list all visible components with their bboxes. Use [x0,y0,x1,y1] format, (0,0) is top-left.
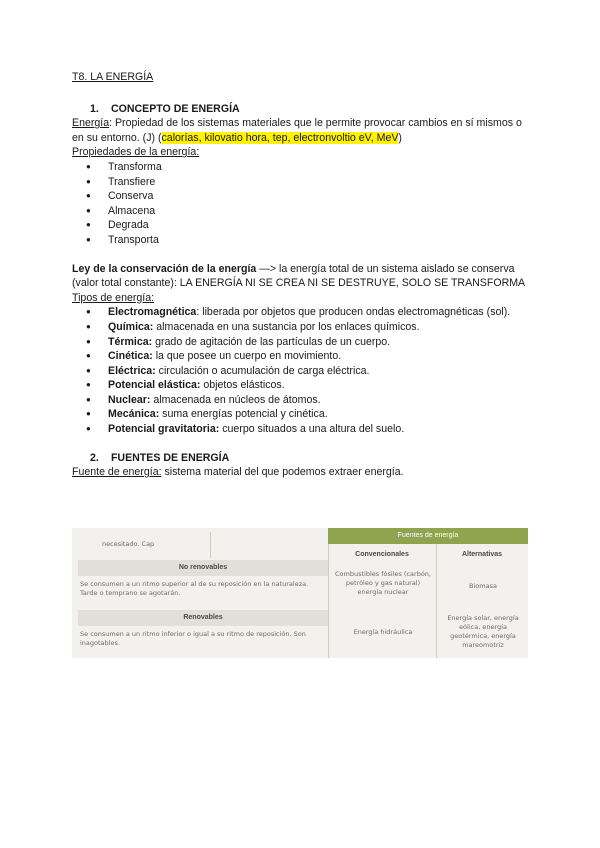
table-top-left-text: necesitado. Cap [102,540,155,548]
list-item: ● Conserva [72,189,530,204]
energy-def-text: : Propiedad de los sistemas materiales que le permite provocar cambios en sí mismos o en su entorno. (J) ( [72,117,522,144]
types-list [72,305,530,436]
source-definition [72,465,530,480]
row-label-renovables: Renovables [78,610,328,626]
type-desc: la que posee un cuerpo en movimiento. [152,350,342,363]
energy-term: Energía [72,117,110,130]
type-desc: almacenada en una sustancia por los enlaces químicos. [153,320,420,333]
type-desc: grado de agitación de las partículas de un cuerpo. [152,335,391,348]
source-def-text: sistema material del que podemos extraer energía. [161,466,404,479]
list-item [72,407,530,422]
energy-sources-table-image [72,528,528,658]
list-item: ● Transforma [72,160,530,175]
row-label-no-renovables: No renovables [78,560,328,576]
row-text-renovables: Se consumen a un ritmo inferior o igual a su ritmo de reposición. Son inagotables. [80,630,306,647]
section-heading-fuentes [90,451,530,466]
cell-alt-no-renovables: Biomasa [469,582,497,590]
energy-units-highlight: calorías, kilovatio hora, tep, electronvoltio eV, MeV [161,131,399,144]
section-title: FUENTES DE ENERGÍA [110,451,230,464]
cell-conv-no-renovables: Combustibles fósiles (carbón, petróleo y gas natural) energía nuclear [335,570,431,596]
type-desc: objetos elásticos. [200,379,285,392]
source-term: Fuente de energía: [72,466,162,479]
type-name: Electromagnética [108,306,197,319]
type-name: Potencial gravitatoria: [108,423,220,436]
document-title: T8. LA ENERGÍA [72,71,154,83]
list-item [72,305,530,320]
cell-conv-renovables: Energía hidráulica [353,628,413,636]
type-name: Cinética: [108,350,153,363]
type-name: Potencial elástica: [108,379,201,392]
section-heading-concepto [90,102,530,117]
conservation-law [72,262,530,291]
list-item [72,335,530,350]
list-item: ● Almacena [72,204,530,219]
type-name: Química: [108,320,154,333]
list-item: ● Transporta [72,233,530,248]
law-text: —> la energía total de un sistema aislado se conserva (valor total constante): LA ENERGÍA NI SE CREA NI SE DESTRUYE, SOLO SE TRANSFORMA [72,262,526,290]
list-item: ● Degrada [72,218,530,233]
energy-def-close: ) [398,131,402,144]
type-desc: circulación o acumulación de carga eléctrica. [155,364,370,377]
section-number: 1. [90,102,99,115]
properties-list [72,160,530,248]
type-desc: suma energías potencial y cinética. [159,408,328,421]
list-item [72,320,530,335]
type-name: Eléctrica: [108,364,156,377]
list-item [72,378,530,393]
type-name: Térmica: [108,335,153,348]
table-header: Fuentes de energía [328,528,528,544]
document-page [72,70,530,480]
type-desc: cuerpo situados a una altura del suelo. [219,423,405,436]
column-convencionales: Convencionales [355,551,409,558]
type-name: Mecánica: [108,408,160,421]
list-item [72,393,530,408]
energy-definition [72,116,530,145]
column-alternativas: Alternativas [461,551,503,558]
type-desc: almacenada en núcleos de átomos. [150,393,321,406]
section-title: CONCEPTO DE ENERGÍA [110,102,240,115]
type-name: Nuclear: [108,393,151,406]
row-text-no-renovables: Se consumen a un ritmo superior al de su reposición en la naturaleza. Tarde o temprano se agotarán. [80,580,309,597]
law-term: Ley de la conservación de la energía [72,262,257,275]
type-desc: : liberada por objetos que producen ondas electromagnéticas (sol). [196,306,511,319]
cell-alt-renovables: Energía solar, energía eólica, energía geotérmica, energía mareomotriz [447,614,519,649]
list-item [72,364,530,379]
list-item: ● Transfiere [72,175,530,190]
list-item [72,349,530,364]
types-heading: Tipos de energía: [72,291,155,304]
properties-heading: Propiedades de la energía: [72,146,200,159]
section-number: 2. [90,451,99,464]
list-item [72,422,530,437]
